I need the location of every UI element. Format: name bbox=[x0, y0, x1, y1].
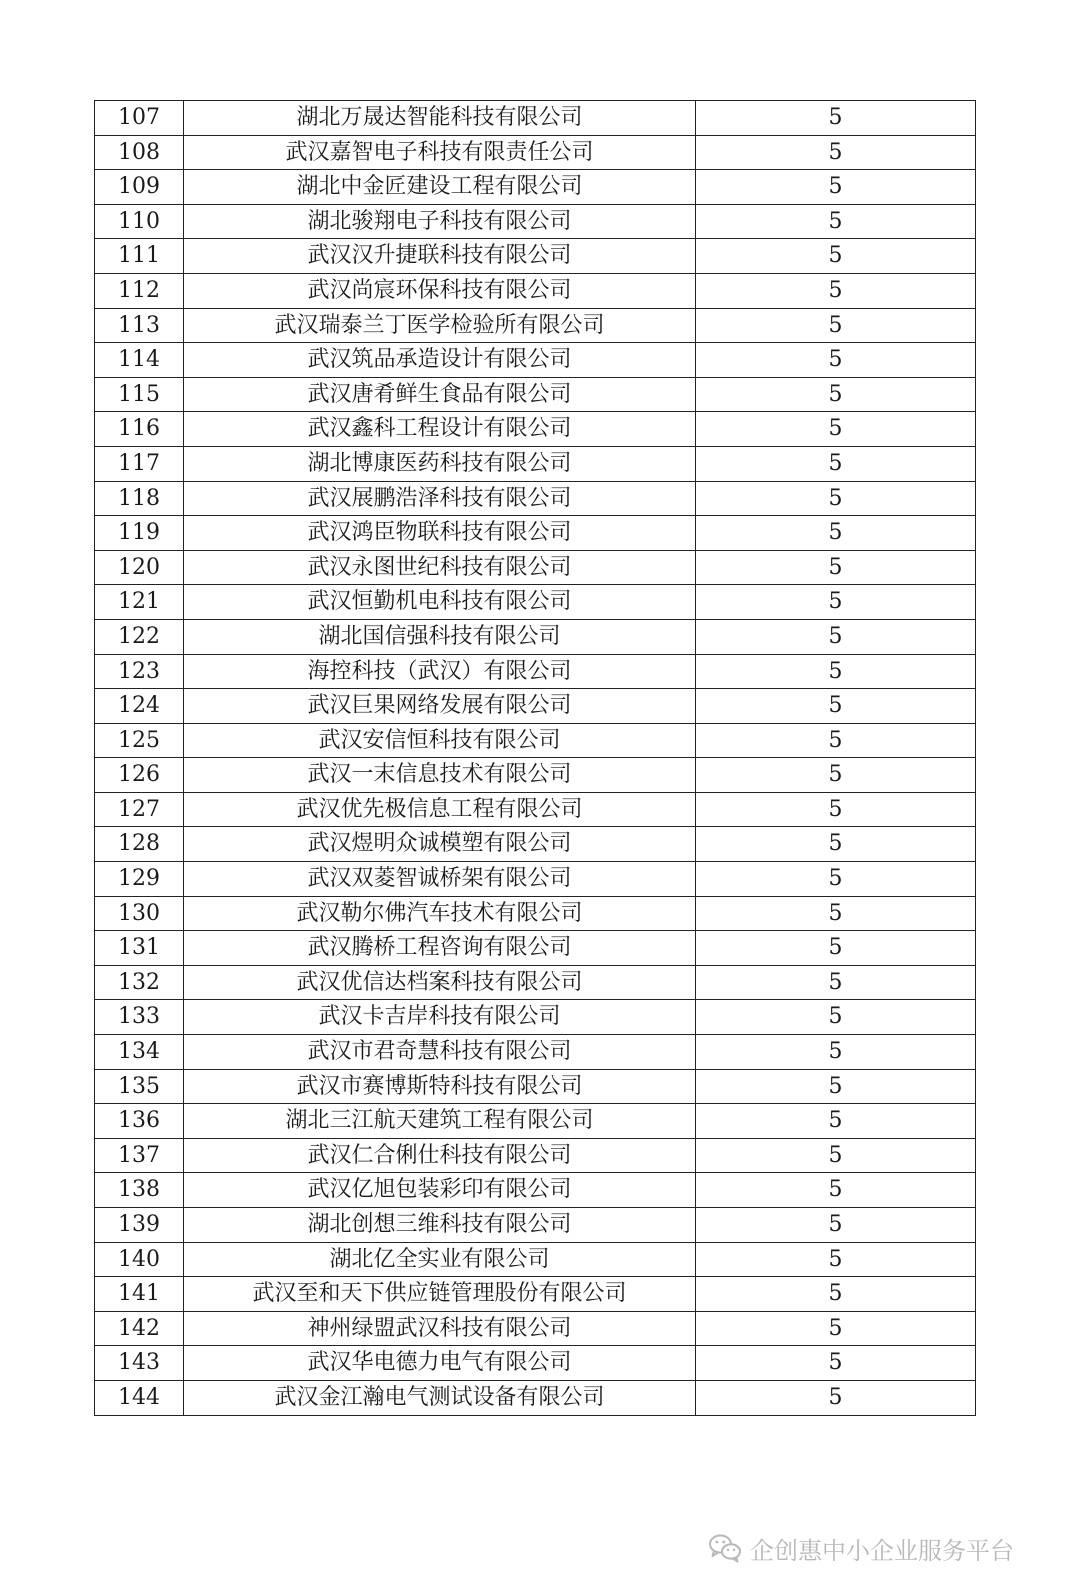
table-row bbox=[95, 619, 976, 654]
company-name: 武汉腾桥工程咨询有限公司 bbox=[184, 931, 696, 966]
score: 5 bbox=[696, 1138, 976, 1173]
score: 5 bbox=[696, 135, 976, 170]
row-number: 136 bbox=[95, 1104, 184, 1139]
score: 5 bbox=[696, 204, 976, 239]
score: 5 bbox=[696, 1380, 976, 1415]
company-name: 武汉汉升捷联科技有限公司 bbox=[184, 239, 696, 274]
score: 5 bbox=[696, 343, 976, 378]
row-number: 135 bbox=[95, 1069, 184, 1104]
row-number: 133 bbox=[95, 1000, 184, 1035]
company-name: 武汉勒尔佛汽车技术有限公司 bbox=[184, 896, 696, 931]
row-number: 115 bbox=[95, 377, 184, 412]
wechat-icon bbox=[708, 1533, 742, 1563]
row-number: 127 bbox=[95, 792, 184, 827]
score: 5 bbox=[696, 377, 976, 412]
score: 5 bbox=[696, 481, 976, 516]
table-row bbox=[95, 204, 976, 239]
row-number: 111 bbox=[95, 239, 184, 274]
row-number: 126 bbox=[95, 758, 184, 793]
company-name: 湖北骏翔电子科技有限公司 bbox=[184, 204, 696, 239]
watermark bbox=[708, 1530, 1014, 1566]
score: 5 bbox=[696, 516, 976, 551]
table-row bbox=[95, 446, 976, 481]
score: 5 bbox=[696, 965, 976, 1000]
table-row bbox=[95, 654, 976, 689]
company-name: 武汉一末信息技术有限公司 bbox=[184, 758, 696, 793]
table-row bbox=[95, 1069, 976, 1104]
company-name: 武汉安信恒科技有限公司 bbox=[184, 723, 696, 758]
company-name: 湖北三江航天建筑工程有限公司 bbox=[184, 1104, 696, 1139]
company-name: 武汉永图世纪科技有限公司 bbox=[184, 550, 696, 585]
table-row bbox=[95, 965, 976, 1000]
row-number: 128 bbox=[95, 827, 184, 862]
row-number: 137 bbox=[95, 1138, 184, 1173]
score: 5 bbox=[696, 550, 976, 585]
table-body bbox=[95, 101, 976, 1416]
score: 5 bbox=[696, 1242, 976, 1277]
company-name: 武汉金江瀚电气测试设备有限公司 bbox=[184, 1380, 696, 1415]
score: 5 bbox=[696, 585, 976, 620]
company-name: 湖北万晟达智能科技有限公司 bbox=[184, 101, 696, 136]
table-row bbox=[95, 1346, 976, 1381]
table-row bbox=[95, 1173, 976, 1208]
table-row bbox=[95, 1104, 976, 1139]
row-number: 143 bbox=[95, 1346, 184, 1381]
company-name: 武汉亿旭包装彩印有限公司 bbox=[184, 1173, 696, 1208]
score: 5 bbox=[696, 689, 976, 724]
company-name: 湖北亿全实业有限公司 bbox=[184, 1242, 696, 1277]
company-name: 湖北中金匠建设工程有限公司 bbox=[184, 170, 696, 205]
row-number: 142 bbox=[95, 1311, 184, 1346]
score: 5 bbox=[696, 1035, 976, 1070]
company-name: 海控科技（武汉）有限公司 bbox=[184, 654, 696, 689]
score: 5 bbox=[696, 1346, 976, 1381]
row-number: 125 bbox=[95, 723, 184, 758]
table-row bbox=[95, 585, 976, 620]
row-number: 122 bbox=[95, 619, 184, 654]
table-row bbox=[95, 239, 976, 274]
table-row bbox=[95, 758, 976, 793]
company-name: 武汉煜明众诚模塑有限公司 bbox=[184, 827, 696, 862]
company-name: 武汉优信达档案科技有限公司 bbox=[184, 965, 696, 1000]
table-row bbox=[95, 135, 976, 170]
table-row bbox=[95, 170, 976, 205]
score: 5 bbox=[696, 827, 976, 862]
company-name: 武汉双菱智诚桥架有限公司 bbox=[184, 862, 696, 897]
score: 5 bbox=[696, 619, 976, 654]
table-row bbox=[95, 273, 976, 308]
row-number: 129 bbox=[95, 862, 184, 897]
table-row bbox=[95, 827, 976, 862]
row-number: 118 bbox=[95, 481, 184, 516]
score: 5 bbox=[696, 862, 976, 897]
score: 5 bbox=[696, 446, 976, 481]
company-name: 武汉仁合俐仕科技有限公司 bbox=[184, 1138, 696, 1173]
company-name: 武汉鸿臣物联科技有限公司 bbox=[184, 516, 696, 551]
row-number: 107 bbox=[95, 101, 184, 136]
company-name: 武汉嘉智电子科技有限责任公司 bbox=[184, 135, 696, 170]
score: 5 bbox=[696, 896, 976, 931]
company-name: 武汉优先极信息工程有限公司 bbox=[184, 792, 696, 827]
company-name: 武汉恒勤机电科技有限公司 bbox=[184, 585, 696, 620]
company-name: 武汉市赛博斯特科技有限公司 bbox=[184, 1069, 696, 1104]
row-number: 130 bbox=[95, 896, 184, 931]
company-name: 武汉尚宸环保科技有限公司 bbox=[184, 273, 696, 308]
table-row bbox=[95, 377, 976, 412]
company-name: 武汉卡吉岸科技有限公司 bbox=[184, 1000, 696, 1035]
company-name: 武汉展鹏浩泽科技有限公司 bbox=[184, 481, 696, 516]
score: 5 bbox=[696, 308, 976, 343]
company-name: 湖北博康医药科技有限公司 bbox=[184, 446, 696, 481]
score: 5 bbox=[696, 1277, 976, 1312]
score: 5 bbox=[696, 1173, 976, 1208]
company-name: 神州绿盟武汉科技有限公司 bbox=[184, 1311, 696, 1346]
score: 5 bbox=[696, 1208, 976, 1243]
table-row bbox=[95, 550, 976, 585]
row-number: 123 bbox=[95, 654, 184, 689]
row-number: 110 bbox=[95, 204, 184, 239]
company-name: 武汉筑品承造设计有限公司 bbox=[184, 343, 696, 378]
score: 5 bbox=[696, 1311, 976, 1346]
score: 5 bbox=[696, 758, 976, 793]
table-row bbox=[95, 689, 976, 724]
table-row bbox=[95, 1277, 976, 1312]
row-number: 132 bbox=[95, 965, 184, 1000]
table-row bbox=[95, 1242, 976, 1277]
row-number: 109 bbox=[95, 170, 184, 205]
score: 5 bbox=[696, 170, 976, 205]
score: 5 bbox=[696, 723, 976, 758]
table-row bbox=[95, 1208, 976, 1243]
score: 5 bbox=[696, 412, 976, 447]
table-row bbox=[95, 723, 976, 758]
table-row bbox=[95, 1035, 976, 1070]
row-number: 117 bbox=[95, 446, 184, 481]
company-name: 武汉瑞泰兰丁医学检验所有限公司 bbox=[184, 308, 696, 343]
score: 5 bbox=[696, 239, 976, 274]
table-row bbox=[95, 1311, 976, 1346]
company-name: 武汉市君奇慧科技有限公司 bbox=[184, 1035, 696, 1070]
row-number: 120 bbox=[95, 550, 184, 585]
company-name: 武汉鑫科工程设计有限公司 bbox=[184, 412, 696, 447]
score: 5 bbox=[696, 101, 976, 136]
table-row bbox=[95, 1138, 976, 1173]
row-number: 119 bbox=[95, 516, 184, 551]
row-number: 131 bbox=[95, 931, 184, 966]
row-number: 108 bbox=[95, 135, 184, 170]
company-name: 武汉巨果网络发展有限公司 bbox=[184, 689, 696, 724]
table-row bbox=[95, 481, 976, 516]
row-number: 121 bbox=[95, 585, 184, 620]
row-number: 140 bbox=[95, 1242, 184, 1277]
table-row bbox=[95, 792, 976, 827]
score: 5 bbox=[696, 1104, 976, 1139]
company-score-table bbox=[94, 100, 976, 1416]
row-number: 138 bbox=[95, 1173, 184, 1208]
table-row bbox=[95, 308, 976, 343]
row-number: 112 bbox=[95, 273, 184, 308]
company-name: 武汉唐肴鲜生食品有限公司 bbox=[184, 377, 696, 412]
company-name: 武汉华电德力电气有限公司 bbox=[184, 1346, 696, 1381]
score: 5 bbox=[696, 792, 976, 827]
row-number: 124 bbox=[95, 689, 184, 724]
watermark-text: 企创惠中小企业服务平台 bbox=[750, 1536, 1014, 1565]
score: 5 bbox=[696, 273, 976, 308]
row-number: 134 bbox=[95, 1035, 184, 1070]
row-number: 116 bbox=[95, 412, 184, 447]
company-name: 武汉至和天下供应链管理股份有限公司 bbox=[184, 1277, 696, 1312]
table-row bbox=[95, 412, 976, 447]
table-row bbox=[95, 343, 976, 378]
company-name: 湖北创想三维科技有限公司 bbox=[184, 1208, 696, 1243]
table-row bbox=[95, 931, 976, 966]
score: 5 bbox=[696, 931, 976, 966]
table-row bbox=[95, 1000, 976, 1035]
row-number: 144 bbox=[95, 1380, 184, 1415]
table-row bbox=[95, 516, 976, 551]
row-number: 113 bbox=[95, 308, 184, 343]
table-row bbox=[95, 1380, 976, 1415]
table-row bbox=[95, 896, 976, 931]
row-number: 141 bbox=[95, 1277, 184, 1312]
row-number: 139 bbox=[95, 1208, 184, 1243]
table-row bbox=[95, 862, 976, 897]
score: 5 bbox=[696, 1000, 976, 1035]
score: 5 bbox=[696, 654, 976, 689]
row-number: 114 bbox=[95, 343, 184, 378]
score: 5 bbox=[696, 1069, 976, 1104]
company-name: 湖北国信强科技有限公司 bbox=[184, 619, 696, 654]
table-row bbox=[95, 101, 976, 136]
